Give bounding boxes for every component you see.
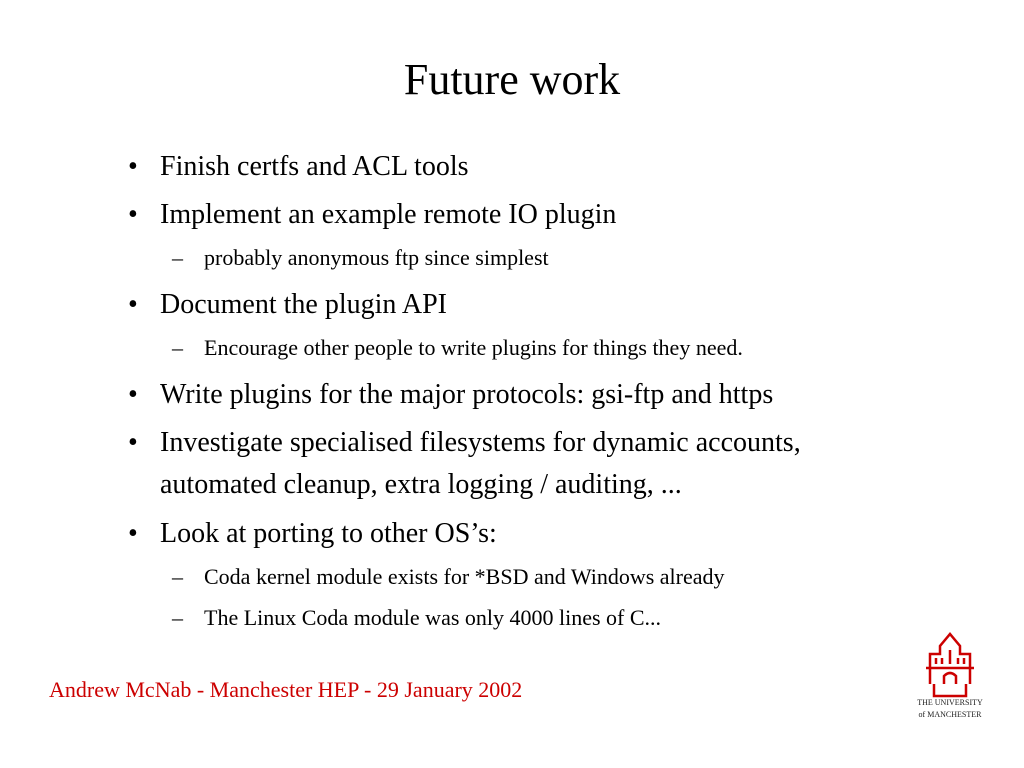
university-logo xyxy=(904,628,996,732)
bullet-marker: • xyxy=(128,199,138,230)
bullet-text: Finish certfs and ACL tools xyxy=(160,151,469,182)
bullet-marker: • xyxy=(128,379,138,410)
logo-caption-line2: of MANCHESTER xyxy=(918,710,982,719)
slide-footer: Andrew McNab - Manchester HEP - 29 January 2002 xyxy=(49,677,523,702)
sub-bullet-marker: – xyxy=(172,605,183,630)
bullet-marker: • xyxy=(128,518,138,549)
slide-title: Future work xyxy=(403,55,621,104)
bullet-marker: • xyxy=(128,151,138,182)
sub-bullet-text: Encourage other people to write plugins for things they need. xyxy=(204,335,743,360)
logo-caption-line1: THE UNIVERSITY xyxy=(917,698,983,707)
sub-bullet-marker: – xyxy=(172,335,183,360)
bullet-text: Write plugins for the major protocols: gsi-ftp and https xyxy=(160,379,774,410)
sub-bullet-text: probably anonymous ftp since simplest xyxy=(204,245,549,270)
bullet-text: Investigate specialised filesystems for dynamic accounts, xyxy=(160,427,801,458)
sub-bullet-marker: – xyxy=(172,245,183,270)
bullet-marker: • xyxy=(128,289,138,320)
sub-bullet-marker: – xyxy=(172,564,183,589)
sub-bullet-text: Coda kernel module exists for *BSD and Windows already xyxy=(204,564,725,589)
sub-bullet-text: The Linux Coda module was only 4000 lines of C... xyxy=(204,605,662,630)
bullet-text: Look at porting to other OS’s: xyxy=(160,518,497,549)
university-crest-icon xyxy=(904,628,996,698)
bullet-text: Document the plugin API xyxy=(160,289,447,320)
bullet-marker: • xyxy=(128,427,138,458)
bullet-text: automated cleanup, extra logging / auditing, ... xyxy=(160,469,682,500)
bullet-text: Implement an example remote IO plugin xyxy=(160,199,617,230)
